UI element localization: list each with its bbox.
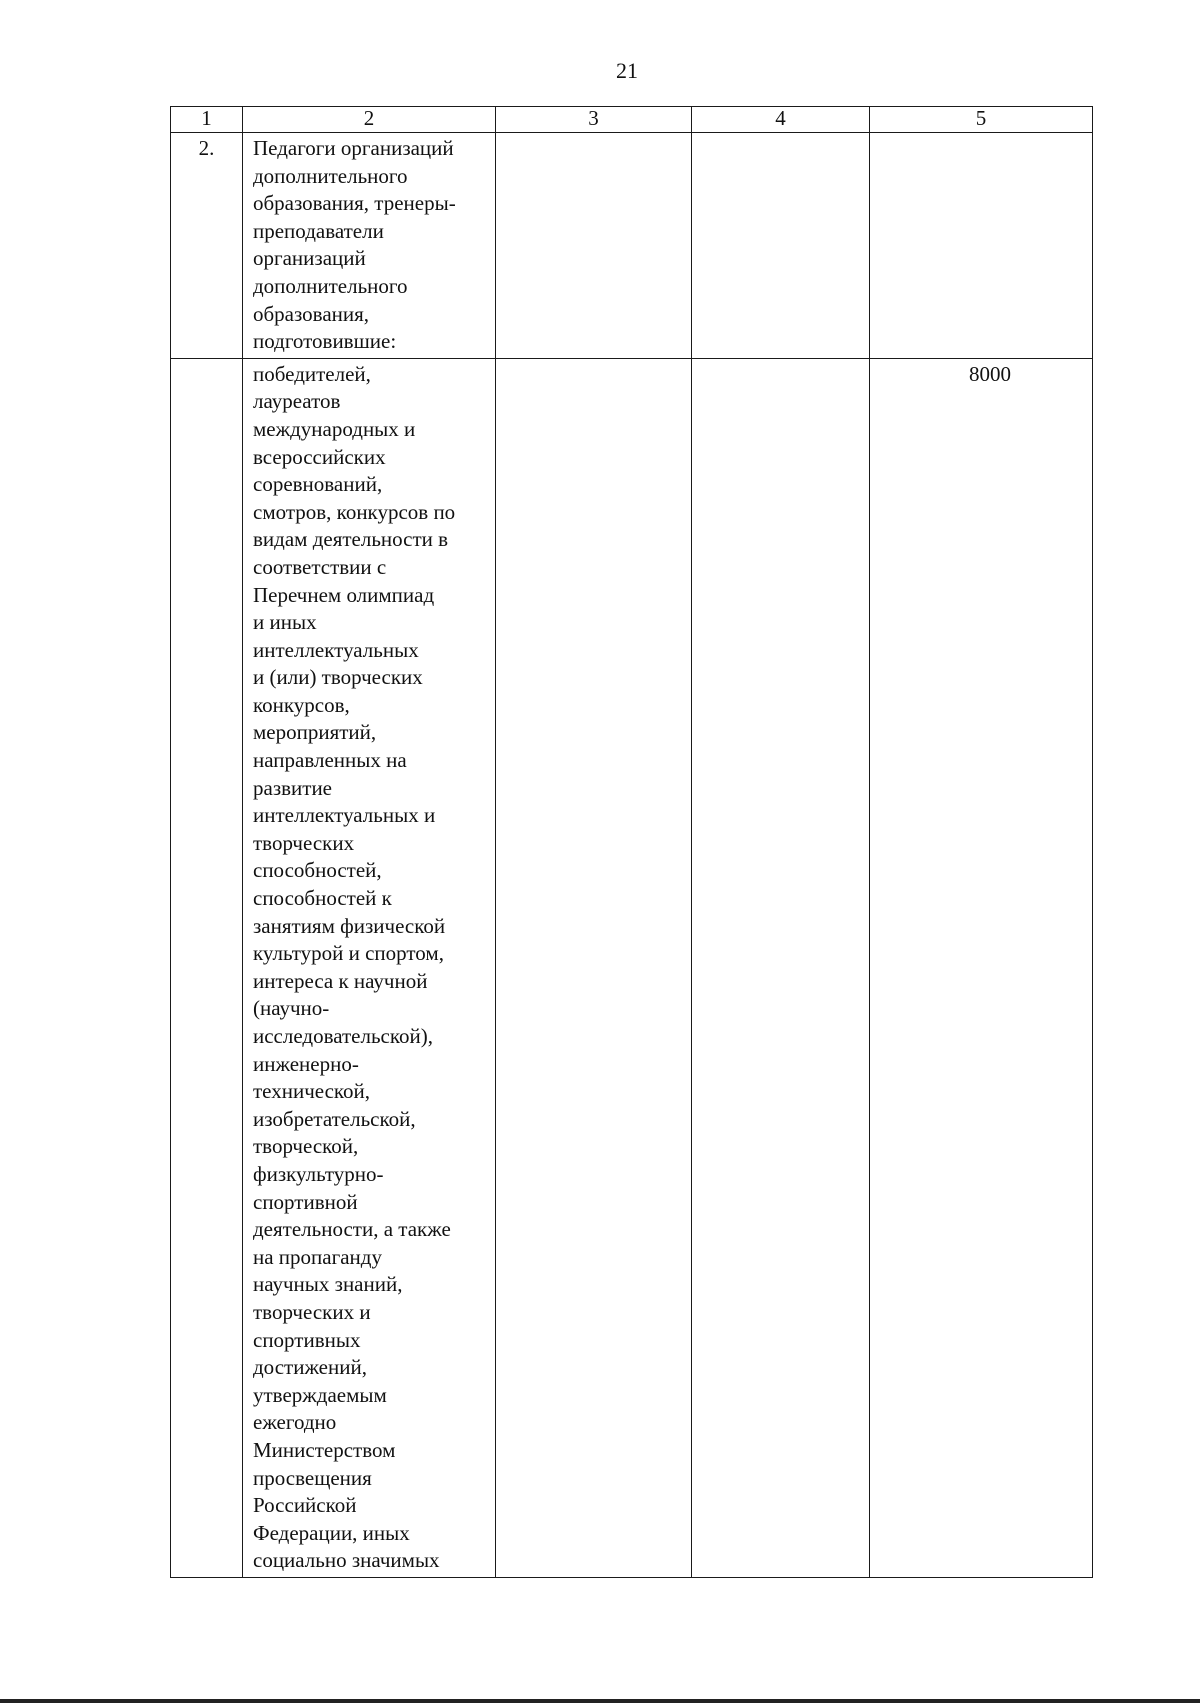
description-line: занятиям физической (253, 913, 446, 938)
description-line: спортивных (253, 1327, 361, 1352)
description-line: исследовательской), (253, 1024, 433, 1048)
description-line: культурой и спортом, (253, 941, 444, 966)
table-row (171, 133, 1093, 359)
page-number: 21 (616, 58, 638, 83)
description-line: ежегодно (253, 1410, 337, 1435)
description-line: научных знаний, (253, 1272, 403, 1297)
description-line: и иных (253, 610, 317, 635)
header-cell-5: 5 (870, 107, 1093, 133)
description-line: Перечнем олимпиад (253, 582, 435, 607)
row-number-cell (171, 358, 243, 1577)
description-line: творческих и (253, 1299, 371, 1324)
description-line: образования, тренеры- (253, 191, 456, 216)
description-line: интеллектуальных и (253, 803, 436, 828)
description-line: утверждаемым (253, 1382, 387, 1407)
column-3-cell (496, 133, 692, 359)
column-3-cell (496, 358, 692, 1577)
description-line: инженерно- (253, 1051, 359, 1076)
description-line: конкурсов, (253, 692, 350, 717)
description-line: физкультурно- (253, 1161, 384, 1186)
description-line: на пропаганду (253, 1244, 382, 1269)
description-line: соответствии с (253, 554, 387, 579)
description-line: видам деятельности в (253, 527, 449, 552)
description-line: дополнительного (253, 273, 408, 298)
description-line: просвещения (253, 1465, 372, 1490)
description-line: (научно- (253, 996, 330, 1021)
description-line: лауреатов (253, 389, 341, 414)
description-line: социально значимых (253, 1548, 440, 1573)
scan-border (0, 1699, 1200, 1703)
header-cell-4: 4 (692, 107, 870, 133)
data-table (170, 106, 1093, 1578)
header-cell-2: 2 (243, 107, 496, 133)
column-5-cell: 8000 (870, 358, 1093, 1577)
description-line: Министерством (253, 1437, 396, 1462)
table-row (171, 358, 1093, 1577)
description-line: интереса к научной (253, 968, 428, 993)
description-line: Российской (253, 1493, 357, 1518)
header-cell-1: 1 (171, 107, 243, 133)
description-line: способностей, (253, 858, 382, 883)
row-description-cell (243, 133, 496, 359)
description-line: изобретательской, (253, 1106, 416, 1131)
description-line: деятельности, а также (253, 1217, 451, 1242)
description-line: соревнований, (253, 472, 383, 497)
description-line: творческих (253, 830, 355, 855)
description-line: развитие (253, 775, 333, 800)
description-line: смотров, конкурсов по (253, 499, 456, 524)
description-line: подготовившие: (253, 329, 397, 354)
description-line: интеллектуальных (253, 637, 419, 662)
description-line: спортивной (253, 1189, 358, 1214)
description-line: достижений, (253, 1355, 367, 1380)
column-4-cell (692, 358, 870, 1577)
description-line: образования, (253, 301, 370, 326)
column-4-cell (692, 133, 870, 359)
description-line: преподаватели (253, 218, 384, 243)
header-cell-3: 3 (496, 107, 692, 133)
description-line: победителей, (253, 361, 371, 386)
description-line: технической, (253, 1079, 371, 1104)
description-line: способностей к (253, 886, 392, 911)
description-line: дополнительного (253, 163, 408, 188)
row-number-cell: 2. (171, 133, 243, 359)
description-line: направленных на (253, 748, 407, 773)
table-header-row (171, 107, 1093, 133)
description-line: творческой, (253, 1134, 359, 1159)
description-line: Педагоги организаций (253, 136, 454, 160)
description-line: организаций (253, 246, 366, 271)
row-description-cell (243, 358, 496, 1577)
description-line: Федерации, иных (253, 1520, 410, 1545)
description-line: всероссийских (253, 444, 386, 469)
description-line: международных и (253, 416, 416, 441)
column-5-cell (870, 133, 1093, 359)
description-line: мероприятий, (253, 720, 377, 745)
description-line: и (или) творческих (253, 665, 423, 690)
